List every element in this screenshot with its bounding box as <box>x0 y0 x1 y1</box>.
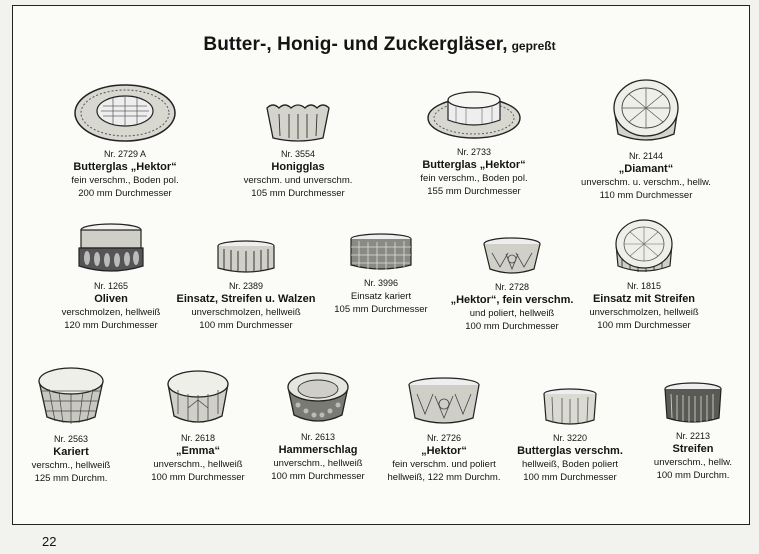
product-finish: Einsatz kariert <box>350 291 412 302</box>
product-name: Einsatz mit Streifen <box>592 293 696 305</box>
product-name: Honigglas <box>271 161 325 173</box>
product-name: „Emma“ <box>175 445 221 457</box>
product-item-2729a <box>40 80 210 200</box>
product-diameter: 100 mm Durchmesser <box>271 471 365 482</box>
product-diameter: 110 mm Durchmesser <box>599 190 693 201</box>
product-item-2213 <box>608 382 759 482</box>
product-diameter: 100 mm Durchmesser <box>151 472 245 483</box>
product-name: Kariert <box>53 446 89 458</box>
product-finish: unverschm. u. verschm., hellw. <box>581 177 711 188</box>
page-title-main: Butter-, Honig- und Zuckergläser, <box>203 34 508 55</box>
product-finish: fein verschm. und poliert <box>392 459 496 470</box>
product-diameter: 100 mm Durchmesser <box>465 321 559 332</box>
product-finish: unverschm., hellweiß <box>153 459 243 470</box>
product-item-1815 <box>559 218 729 332</box>
product-diameter: 100 mm Durchm. <box>656 470 730 481</box>
striped-insert-round-illustration <box>614 218 674 276</box>
product-diameter: 200 mm Durchmesser <box>78 188 172 199</box>
page-title <box>0 34 759 56</box>
product-diameter: 100 mm Durchmesser <box>597 320 691 331</box>
product-finish: unverschmolzen, hellweiß <box>589 307 699 318</box>
product-name: Streifen <box>672 443 714 455</box>
product-name: „Diamant“ <box>618 163 674 175</box>
striped-insert-illustration <box>216 240 276 276</box>
page-number: 22 <box>42 534 57 549</box>
product-diameter: 100 mm Durchmesser <box>523 472 617 483</box>
product-diameter: 155 mm Durchmesser <box>427 186 521 197</box>
product-number: Nr. 2729 A <box>103 149 147 159</box>
product-finish: unverschm., hellweiß <box>273 458 363 469</box>
product-number: Nr. 3220 <box>552 433 588 443</box>
product-finish: fein verschm., Boden pol. <box>71 175 179 186</box>
product-finish: und poliert, hellweiß <box>469 308 555 319</box>
product-name: Butterglas „Hektor“ <box>73 161 177 173</box>
product-diameter: 120 mm Durchmesser <box>64 320 158 331</box>
product-name: Einsatz, Streifen u. Walzen <box>176 293 316 305</box>
checkered-insert-illustration <box>349 233 413 273</box>
product-number: Nr. 1265 <box>93 281 129 291</box>
product-name: Butterglas verschm. <box>517 445 623 457</box>
product-number: Nr. 2213 <box>675 431 711 441</box>
butter-dish-oval-illustration <box>73 80 177 144</box>
honey-glass-illustration <box>263 100 333 144</box>
product-number: Nr. 2144 <box>628 151 664 161</box>
page-title-sub: gepreßt <box>511 39 556 53</box>
product-number: Nr. 2726 <box>426 433 462 443</box>
product-item-3554 <box>213 100 383 200</box>
product-diameter: 105 mm Durchmesser <box>251 188 345 199</box>
product-number: Nr. 2733 <box>456 147 492 157</box>
product-finish: verschm., hellweiß <box>31 460 111 471</box>
striped-bowl-illustration <box>663 382 723 426</box>
product-item-2144 <box>561 78 731 202</box>
product-diameter: 125 mm Durchm. <box>34 473 108 484</box>
product-item-2733 <box>389 86 559 198</box>
product-diameter: 105 mm Durchmesser <box>334 304 428 315</box>
product-number: Nr. 2389 <box>228 281 264 291</box>
product-number: Nr. 3996 <box>363 278 399 288</box>
product-finish: unverschm., hellw. <box>653 457 733 468</box>
product-number: Nr. 2563 <box>53 434 89 444</box>
product-finish: unverschmolzen, hellweiß <box>191 307 301 318</box>
product-name: Hammerschlag <box>278 444 358 456</box>
product-diameter: hellweiß, 122 mm Durchm. <box>387 472 501 483</box>
product-finish: verschm. und unverschm. <box>243 175 353 186</box>
product-number: Nr. 3554 <box>280 149 316 159</box>
hektor-bowl-small-illustration <box>482 237 542 277</box>
product-finish: hellweiß, Boden poliert <box>521 459 619 470</box>
product-number: Nr. 1815 <box>626 281 662 291</box>
product-number: Nr. 2613 <box>300 432 336 442</box>
hektor-bowl-illustration <box>407 376 481 428</box>
product-name: „Hektor“, fein verschm. <box>450 294 574 306</box>
product-finish: fein verschm., Boden pol. <box>420 173 528 184</box>
product-name: „Hektor“ <box>421 445 467 457</box>
butter-dish-round-illustration <box>426 86 522 142</box>
product-number: Nr. 2728 <box>494 282 530 292</box>
product-diameter: 100 mm Durchmesser <box>199 320 293 331</box>
product-name: Butterglas „Hektor“ <box>422 159 526 171</box>
product-name: Oliven <box>94 293 128 305</box>
checkered-bowl-illustration <box>35 365 107 429</box>
emma-bowl-illustration <box>166 368 230 428</box>
hammered-bowl-illustration <box>286 369 350 427</box>
butter-glass-illustration <box>542 388 598 428</box>
diamant-bowl-illustration <box>610 78 682 146</box>
product-number: Nr. 2618 <box>180 433 216 443</box>
olive-dish-illustration <box>75 222 147 276</box>
product-finish: verschmolzen, hellweiß <box>61 307 161 318</box>
